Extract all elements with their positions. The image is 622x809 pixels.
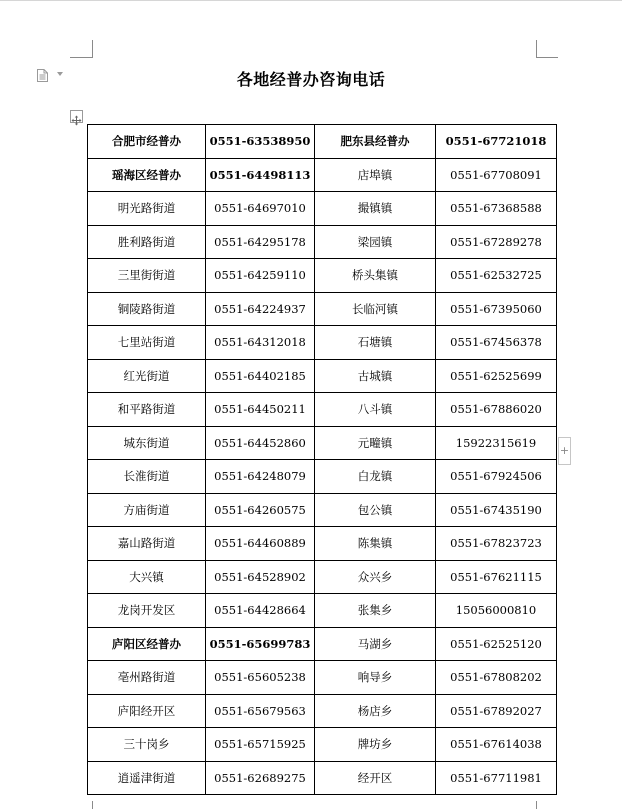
crop-mark — [536, 57, 558, 58]
table-row — [88, 393, 557, 427]
office-phone: 0551-67886020 — [436, 393, 557, 427]
table-row — [88, 694, 557, 728]
table-row — [88, 527, 557, 561]
office-name: 方庙街道 — [88, 493, 206, 527]
office-phone: 0551-67808202 — [436, 661, 557, 695]
office-name: 包公镇 — [315, 493, 436, 527]
office-name: 和平路街道 — [88, 393, 206, 427]
office-phone: 0551-64224937 — [206, 292, 315, 326]
office-name: 梁园镇 — [315, 225, 436, 259]
office-name: 撮镇镇 — [315, 192, 436, 226]
office-phone: 0551-67708091 — [436, 158, 557, 192]
office-phone: 0551-62525120 — [436, 627, 557, 661]
office-phone: 0551-67614038 — [436, 728, 557, 762]
office-phone: 0551-64259110 — [206, 259, 315, 293]
office-phone: 0551-62689275 — [206, 761, 315, 795]
office-name: 白龙镇 — [315, 460, 436, 494]
office-name: 长淮街道 — [88, 460, 206, 494]
office-name: 合肥市经普办 — [88, 125, 206, 159]
table-row — [88, 460, 557, 494]
office-name: 杨店乡 — [315, 694, 436, 728]
office-name: 庐阳区经普办 — [88, 627, 206, 661]
office-phone: 0551-67621115 — [436, 560, 557, 594]
office-name: 庐阳经开区 — [88, 694, 206, 728]
office-name: 城东街道 — [88, 426, 206, 460]
table-row — [88, 125, 557, 159]
table-row — [88, 661, 557, 695]
office-name: 古城镇 — [315, 359, 436, 393]
window-top-edge — [0, 0, 622, 1]
office-name: 经开区 — [315, 761, 436, 795]
contact-table — [87, 124, 557, 795]
office-name: 胜利路街道 — [88, 225, 206, 259]
table-row — [88, 158, 557, 192]
plus-icon[interactable]: + — [558, 437, 571, 465]
office-phone: 0551-64450211 — [206, 393, 315, 427]
office-phone: 0551-67435190 — [436, 493, 557, 527]
office-name: 逍遥津街道 — [88, 761, 206, 795]
crop-mark — [92, 801, 93, 809]
office-name: 明光路街道 — [88, 192, 206, 226]
table-row — [88, 225, 557, 259]
office-phone: 0551-64248079 — [206, 460, 315, 494]
office-name: 响导乡 — [315, 661, 436, 695]
table-row — [88, 493, 557, 527]
office-phone: 15056000810 — [436, 594, 557, 628]
table-row — [88, 761, 557, 795]
office-phone: 0551-67823723 — [436, 527, 557, 561]
crop-mark — [536, 40, 537, 58]
office-name: 陈集镇 — [315, 527, 436, 561]
office-name: 三十岗乡 — [88, 728, 206, 762]
office-name: 八斗镇 — [315, 393, 436, 427]
office-phone: 0551-63538950 — [206, 125, 315, 159]
table-row — [88, 594, 557, 628]
office-phone: 0551-65699783 — [206, 627, 315, 661]
table-move-handle-icon[interactable] — [70, 110, 83, 123]
office-phone: 0551-67711981 — [436, 761, 557, 795]
table-row — [88, 728, 557, 762]
office-phone: 0551-67368588 — [436, 192, 557, 226]
office-phone: 0551-67721018 — [436, 125, 557, 159]
office-phone: 0551-64697010 — [206, 192, 315, 226]
office-phone: 0551-62532725 — [436, 259, 557, 293]
table-row — [88, 627, 557, 661]
office-phone: 0551-64498113 — [206, 158, 315, 192]
office-name: 红光街道 — [88, 359, 206, 393]
office-phone: 0551-64260575 — [206, 493, 315, 527]
office-phone: 0551-67924506 — [436, 460, 557, 494]
table-row — [88, 259, 557, 293]
office-name: 众兴乡 — [315, 560, 436, 594]
office-name: 嘉山路街道 — [88, 527, 206, 561]
office-phone: 0551-65605238 — [206, 661, 315, 695]
office-phone: 0551-64312018 — [206, 326, 315, 360]
office-phone: 0551-67289278 — [436, 225, 557, 259]
crop-mark — [92, 40, 93, 58]
crop-mark — [70, 57, 92, 58]
office-name: 龙岗开发区 — [88, 594, 206, 628]
office-phone: 0551-64428664 — [206, 594, 315, 628]
table-row — [88, 192, 557, 226]
office-phone: 0551-64295178 — [206, 225, 315, 259]
office-name: 大兴镇 — [88, 560, 206, 594]
office-phone: 0551-67892027 — [436, 694, 557, 728]
page-title: 各地经普办咨询电话 — [236, 70, 386, 89]
office-name: 马湖乡 — [315, 627, 436, 661]
office-name: 铜陵路街道 — [88, 292, 206, 326]
office-name: 肥东县经普办 — [315, 125, 436, 159]
office-name: 店埠镇 — [315, 158, 436, 192]
office-name: 石塘镇 — [315, 326, 436, 360]
crop-mark — [536, 801, 537, 809]
office-phone: 0551-64402185 — [206, 359, 315, 393]
office-name: 张集乡 — [315, 594, 436, 628]
office-name: 长临河镇 — [315, 292, 436, 326]
table-row — [88, 292, 557, 326]
table-row — [88, 359, 557, 393]
table-row — [88, 426, 557, 460]
office-phone: 0551-64452860 — [206, 426, 315, 460]
office-name: 亳州路街道 — [88, 661, 206, 695]
office-phone: 0551-65679563 — [206, 694, 315, 728]
office-phone: 0551-64460889 — [206, 527, 315, 561]
office-name: 瑶海区经普办 — [88, 158, 206, 192]
table-row — [88, 560, 557, 594]
table-row — [88, 326, 557, 360]
office-phone: 0551-67456378 — [436, 326, 557, 360]
office-name: 牌坊乡 — [315, 728, 436, 762]
office-phone: 15922315619 — [436, 426, 557, 460]
office-phone: 0551-64528902 — [206, 560, 315, 594]
office-name: 元疃镇 — [315, 426, 436, 460]
office-phone: 0551-67395060 — [436, 292, 557, 326]
office-name: 三里街街道 — [88, 259, 206, 293]
office-name: 七里站街道 — [88, 326, 206, 360]
office-phone: 0551-62525699 — [436, 359, 557, 393]
office-phone: 0551-65715925 — [206, 728, 315, 762]
office-name: 桥头集镇 — [315, 259, 436, 293]
